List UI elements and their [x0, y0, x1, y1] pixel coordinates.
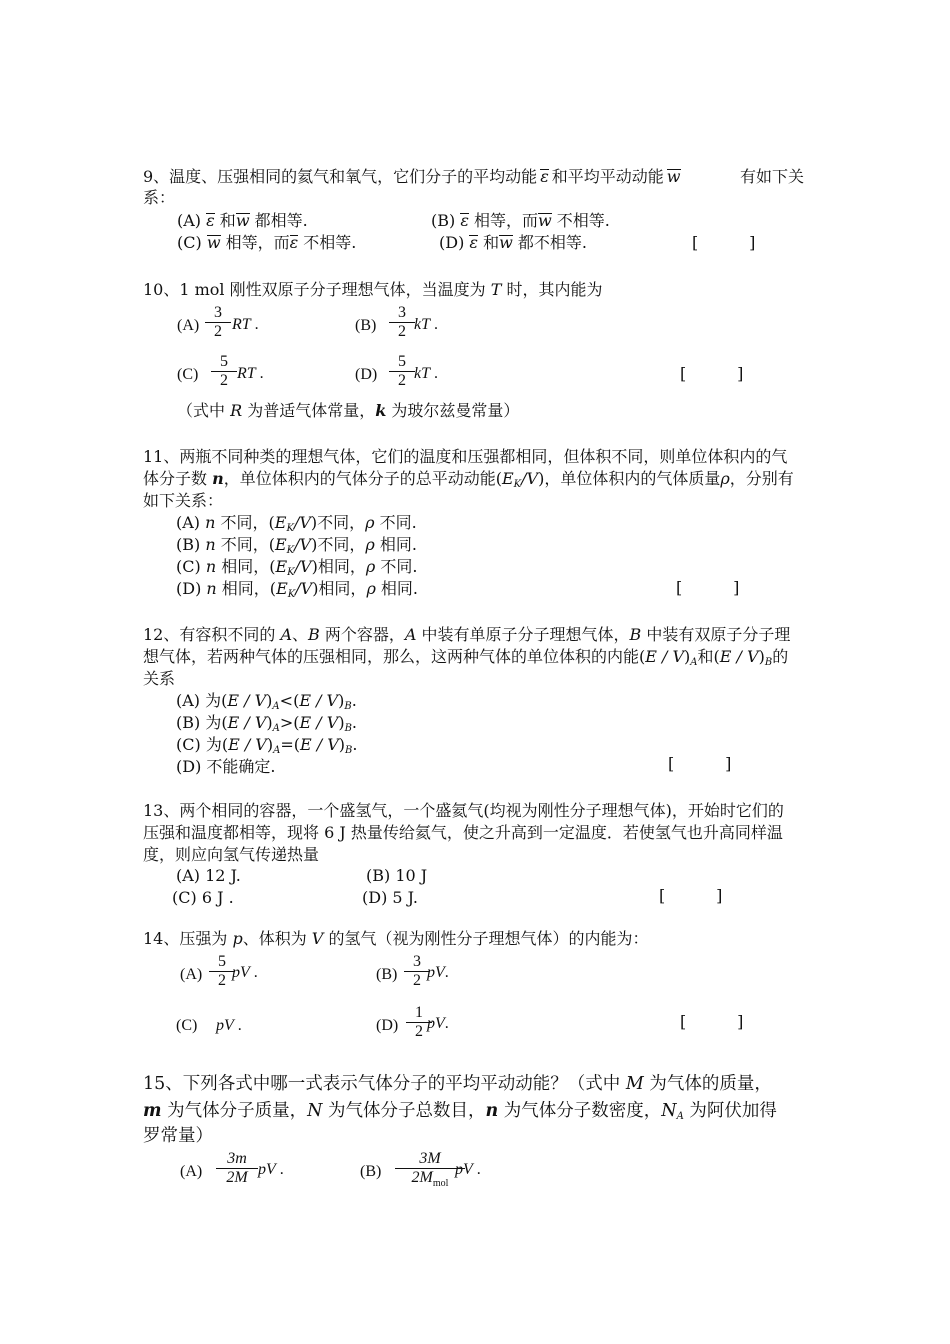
- q14-label-c: (C): [176, 1017, 198, 1034]
- q10-label-a: (A): [177, 317, 200, 334]
- q14-label-a: (A): [180, 966, 203, 983]
- q13-stem-line1: 13、两个相同的容器，一个盛氢气，一个盛氦气(均视为刚性分子理想气体)，开始时它们的: [143, 801, 784, 820]
- q11-stem-line2: 体分子数 n，单位体积内的气体分子的总平动动能$(E_K/V)$，单位体积内的气体质量ρ，分别有: [143, 469, 794, 490]
- q14-fraction-b: $\frac{3}{2}$: [404, 953, 430, 990]
- q10-fraction-c: $\frac{5}{2}$: [211, 353, 237, 390]
- q15-stem-line1: 15、下列各式中哪一式表示气体分子的平均平动动能？（式中 M 为气体的质量，: [143, 1074, 772, 1094]
- q10-expr-b: kT .: [414, 316, 438, 333]
- q12-option-b: (B) 为$(E / V)_A>(E / V)_B$.: [176, 713, 358, 734]
- q14-label-b: (B): [376, 966, 398, 983]
- q15-stem-line2: m 为气体分子质量，N 为气体分子总数目，n 为气体分子数密度，$N_A$ 为阿伏加得: [143, 1101, 777, 1122]
- q11-option-d: (D) n 相同，$(E_K/V)$相同，ρ 相同.: [176, 579, 419, 600]
- q12-stem-line1: 12、有容积不同的 A、B 两个容器，A 中装有单原子分子理想气体，B 中装有双原子分子理: [143, 625, 791, 644]
- q10-fraction-d: $\frac{5}{2}$: [389, 353, 415, 390]
- q12-option-d: (D) 不能确定.: [176, 757, 276, 776]
- q11-option-c: (C) n 相同，$(E_K/V)$相同，ρ 不同.: [176, 557, 418, 578]
- q10-fraction-a: $\frac{3}{2}$: [205, 304, 231, 341]
- epsilon-bar-symbol: ε: [540, 167, 549, 186]
- q10-stem: 10、1 mol 刚性双原子分子理想气体，当温度为 T 时，其内能为: [143, 280, 603, 299]
- q15-expr-b: pV .: [455, 1161, 481, 1178]
- q9-stem-line2: 系：: [143, 188, 176, 207]
- q14-expr-a: pV .: [232, 964, 258, 981]
- q9-option-b: (B) ε 相等，而w 不相等.: [431, 211, 610, 230]
- q12-answer-blank[interactable]: [ ]: [668, 754, 732, 773]
- q13-option-d: (D) 5 J.: [362, 888, 418, 907]
- q12-stem-line2: 想气体，若两种气体的压强相同，那么，这两种气体的单位体积的内能$(E / V)_A$和$(E / V)_B$的: [143, 647, 789, 668]
- q9-answer-blank[interactable]: [ ]: [692, 233, 756, 252]
- q10-fraction-b: $\frac{3}{2}$: [389, 304, 415, 341]
- q10-expr-c: RT .: [237, 365, 264, 382]
- q13-option-a: (A) 12 J.: [176, 866, 241, 885]
- q14-label-d: (D): [376, 1017, 399, 1034]
- q11-option-a: (A) n 不同，$(E_K/V)$不同，ρ 不同.: [176, 513, 417, 534]
- w-bar-symbol: w: [666, 167, 681, 186]
- q15-fraction-b: 3M $2M_{mol}$: [395, 1150, 465, 1193]
- q15-fraction-a: $\frac{3m}{2M}$: [216, 1150, 258, 1187]
- q11-option-b: (B) n 不同，$(E_K/V)$不同，ρ 相同.: [176, 535, 417, 556]
- q10-expr-a: RT .: [232, 316, 259, 333]
- q10-note: （式中 R 为普适气体常量，k 为玻尔兹曼常量）: [177, 401, 520, 420]
- q14-expr-b: pV.: [427, 964, 449, 981]
- q12-stem-line3: 关系: [143, 669, 176, 688]
- q9-option-c: (C) w 相等，而ε 不相等.: [177, 233, 357, 252]
- q14-fraction-d: $\frac{1}{2}$: [406, 1004, 432, 1041]
- q14-expr-c: pV .: [216, 1017, 242, 1034]
- q10-expr-d: kT .: [414, 365, 438, 382]
- q10-label-d: (D): [355, 366, 378, 383]
- q13-answer-blank[interactable]: [ ]: [659, 886, 723, 905]
- q9-stem-line1: 9、温度、压强相同的氦气和氧气，它们分子的平均动能 ε 和平均平动动能 w: [143, 167, 681, 186]
- q14-answer-blank[interactable]: [ ]: [680, 1012, 744, 1031]
- q14-fraction-a: $\frac{5}{2}$: [209, 953, 235, 990]
- q9-option-a: (A) ε 和w 都相等.: [177, 211, 308, 230]
- q9-stem-tail: 有如下关: [740, 167, 805, 186]
- q13-stem-line3: 度，则应向氢气传递热量: [143, 845, 320, 864]
- q15-expr-a: pV .: [258, 1161, 284, 1178]
- q15-stem-line3: 罗常量）: [143, 1126, 213, 1146]
- q15-label-b: (B): [360, 1163, 382, 1180]
- q12-option-a: (A) 为$(E / V)_A<(E / V)_B$.: [176, 691, 357, 712]
- q11-stem-line3: 如下关系：: [143, 491, 224, 510]
- q13-option-c: (C) 6 J .: [172, 888, 234, 907]
- q10-answer-blank[interactable]: [ ]: [680, 364, 744, 383]
- q13-option-b: (B) 10 J: [366, 866, 428, 885]
- q11-stem-line1: 11、两瓶不同种类的理想气体，它们的温度和压强都相同，但体积不同，则单位体积内的气: [143, 447, 788, 466]
- q13-stem-line2: 压强和温度都相等，现将 6 J 热量传给氦气，使之升高到一定温度．若使氢气也升高同样温: [143, 823, 783, 842]
- q12-option-c: (C) 为$(E / V)_A=(E / V)_B$.: [176, 735, 358, 756]
- q14-expr-d: pV.: [427, 1015, 449, 1032]
- q10-label-c: (C): [177, 366, 199, 383]
- q14-stem: 14、压强为 p、体积为 V 的氢气（视为刚性分子理想气体）的内能为：: [143, 929, 649, 948]
- q10-label-b: (B): [355, 317, 377, 334]
- q9-option-d: (D) ε 和w 都不相等.: [439, 233, 587, 252]
- q11-answer-blank[interactable]: [ ]: [676, 578, 740, 597]
- q15-label-a: (A): [180, 1163, 203, 1180]
